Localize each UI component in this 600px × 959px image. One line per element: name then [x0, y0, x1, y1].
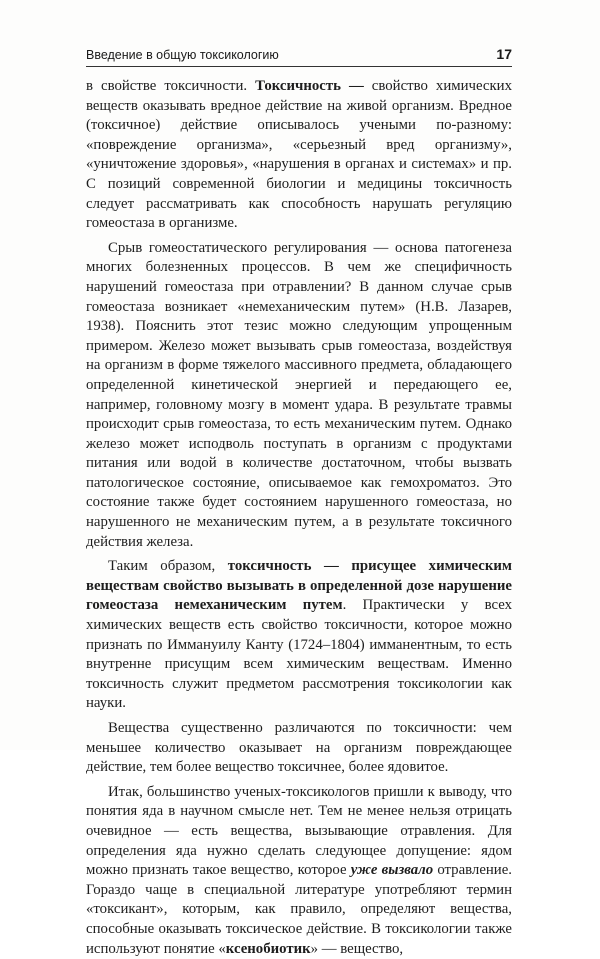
body-text	[86, 77, 512, 959]
term-toxicity: Токсичность —	[255, 78, 364, 94]
paragraph-1-text-b: свойство химических веществ оказывать вредное действие на живой организм. Вредное (токсичное) действие описывалось учеными по-разному: «повреждение организма», «серьезный вред организму», «уничтожение здоровья», «нарушения в органах и системах» и пр. С позиций современной биологии и медицины токсичность следует рассматривать как способность нарушать регуляцию гомеостаза в организме.	[86, 78, 512, 232]
paragraph-2	[86, 239, 512, 553]
emphasis-already-caused: уже вызвало	[350, 862, 434, 879]
page-number: 17	[496, 46, 512, 62]
paragraph-1	[86, 77, 512, 234]
paragraph-1-text-a: в свойстве токсичности.	[86, 78, 256, 94]
paragraph-5-text-b: отравление. Гораздо чаще в специальной литературе употребляют термин «токсикант», которым, как правило, определяют вещества, способные оказывать токсическое действие. В токсикологии также используют понятие «	[86, 862, 512, 957]
paragraph-4	[86, 719, 512, 778]
toxicity-definition: токсичность — присущее химическим веществам свойство вызывать в определенной дозе нарушение гомеостаза немеханическим путем	[86, 558, 512, 614]
paragraph-5-text-c: » — вещество,	[310, 940, 404, 957]
paragraph-5-text-a: Итак, большинство ученых-токсикологов пришли к выводу, что понятия яда в научном смысле нет. Тем не менее нельзя отрицать очевидное — есть вещества, вызывающие отравления. Для определения яда нужно сделать следующее допущение: ядом можно признать такое вещество, которое	[86, 783, 512, 879]
running-header	[86, 44, 512, 67]
running-title: Введение в общую токсикологию	[86, 48, 279, 62]
paragraph-3-text-b: . Практически у всех химических веществ есть свойство токсичности, которое можно признать по Иммануилу Канту (1724–1804) имманентным, то есть внутренне присущим всем химическим веществам. Именно токсичность служит предметом рассмотрения токсикологии как науки.	[86, 597, 512, 712]
paragraph-5	[86, 783, 512, 959]
paragraph-4-text: Вещества существенно различаются по токсичности: чем меньшее количество оказывает на организм повреждающее действие, тем более вещество токсичнее, более ядовитое.	[86, 720, 512, 776]
paragraph-3	[86, 557, 512, 714]
paragraph-3-text-a: Таким образом,	[108, 558, 228, 575]
term-xenobiotic: ксенобиотик	[225, 940, 311, 957]
paragraph-2-text: Срыв гомеостатического регулирования — основа патогенеза многих болезненных процессов. В чем же специфичность нарушений гомеостаза при отравлении? В данном случае срыв гомеостаза возникает «немеханическим путем» (Н.В. Лазарев, 1938). Пояснить этот тезис можно следующим упрощенным примером. Железо может вызывать срыв гомеостаза, воздействуя на организм в форме тяжелого массивного предмета, обладающего определенной кинетической энергией и передающего ее, например, головному мозгу в момент удара. В результате травмы происходит срыв гомеостаза, то есть механическим путем. Однако железо может исподволь поступать в организм с продуктами питания или водой в количестве достаточном, чтобы вызвать патологическое состояние, описываемое как гемохроматоз. Это состояние также будет состоянием нарушенного гомеостаза, но нарушенного не механическим путем, а в результате токсичного действия железа.	[86, 239, 512, 550]
